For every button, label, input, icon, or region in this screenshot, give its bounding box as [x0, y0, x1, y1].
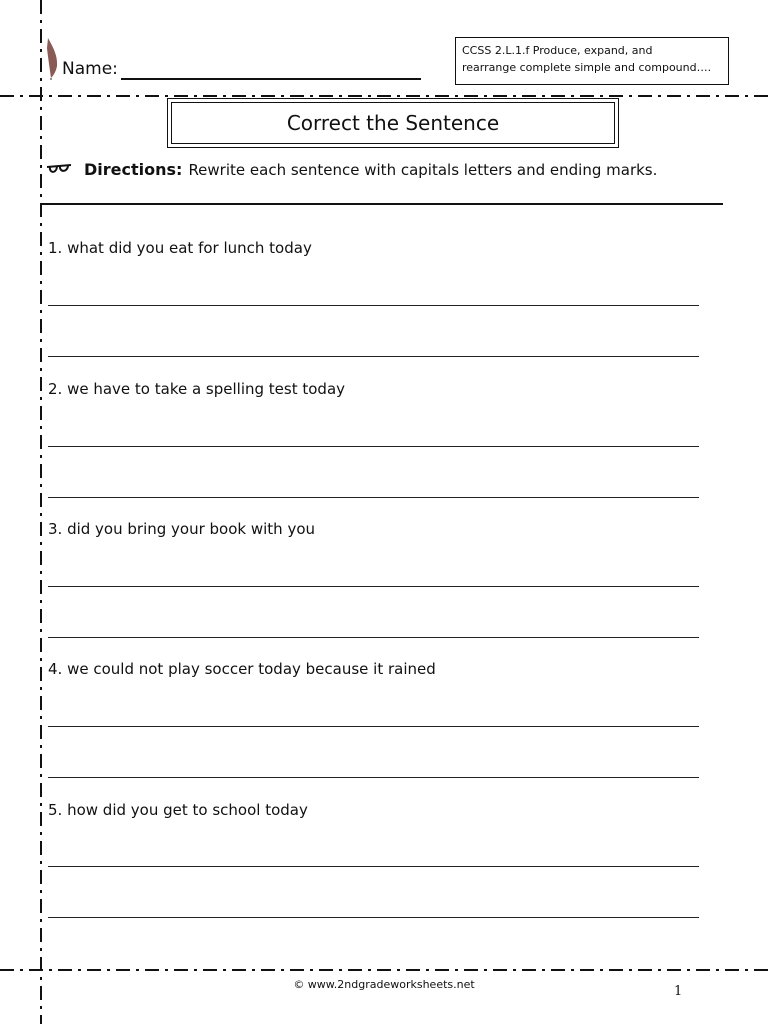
pen-icon: [45, 36, 61, 80]
name-field[interactable]: [121, 60, 421, 80]
top-horizontal-dashline: [0, 95, 768, 97]
directions-label: Directions:: [84, 160, 183, 179]
glasses-icon: [46, 162, 72, 178]
name-row: [62, 58, 421, 80]
name-label: Name:: [62, 59, 118, 79]
ccss-line-1: CCSS 2.L.1.f Produce, expand, and: [462, 44, 653, 57]
directions-text: Rewrite each sentence with capitals letters and ending marks.: [188, 161, 658, 179]
directions: [84, 158, 657, 182]
page-number: 1: [674, 984, 683, 999]
question-1: 1. what did you eat for lunch today: [48, 239, 312, 257]
bottom-horizontal-dashline: [0, 969, 768, 971]
answer-line-2a[interactable]: [48, 446, 699, 447]
answer-line-3a[interactable]: [48, 586, 699, 587]
answer-line-1b[interactable]: [48, 356, 699, 357]
answer-line-1a[interactable]: [48, 305, 699, 306]
margin-vertical-dashline: [40, 0, 42, 1024]
question-2: 2. we have to take a spelling test today: [48, 380, 346, 398]
question-3: 3. did you bring your book with you: [48, 520, 316, 538]
ccss-line-2: rearrange complete simple and compound….: [462, 61, 712, 74]
footer-copyright: © www.2ndgradeworksheets.net: [293, 978, 475, 991]
ccss-standard-box: [455, 37, 729, 85]
directions-rule: [42, 203, 723, 205]
answer-line-2b[interactable]: [48, 497, 699, 498]
answer-line-3b[interactable]: [48, 637, 699, 638]
page-title: Correct the Sentence: [171, 102, 615, 144]
answer-line-5b[interactable]: [48, 917, 699, 918]
answer-line-5a[interactable]: [48, 866, 699, 867]
question-4: 4. we could not play soccer today because it rained: [48, 660, 436, 678]
title-box: [167, 98, 619, 148]
question-5: 5. how did you get to school today: [48, 801, 308, 819]
answer-line-4b[interactable]: [48, 777, 699, 778]
answer-line-4a[interactable]: [48, 726, 699, 727]
